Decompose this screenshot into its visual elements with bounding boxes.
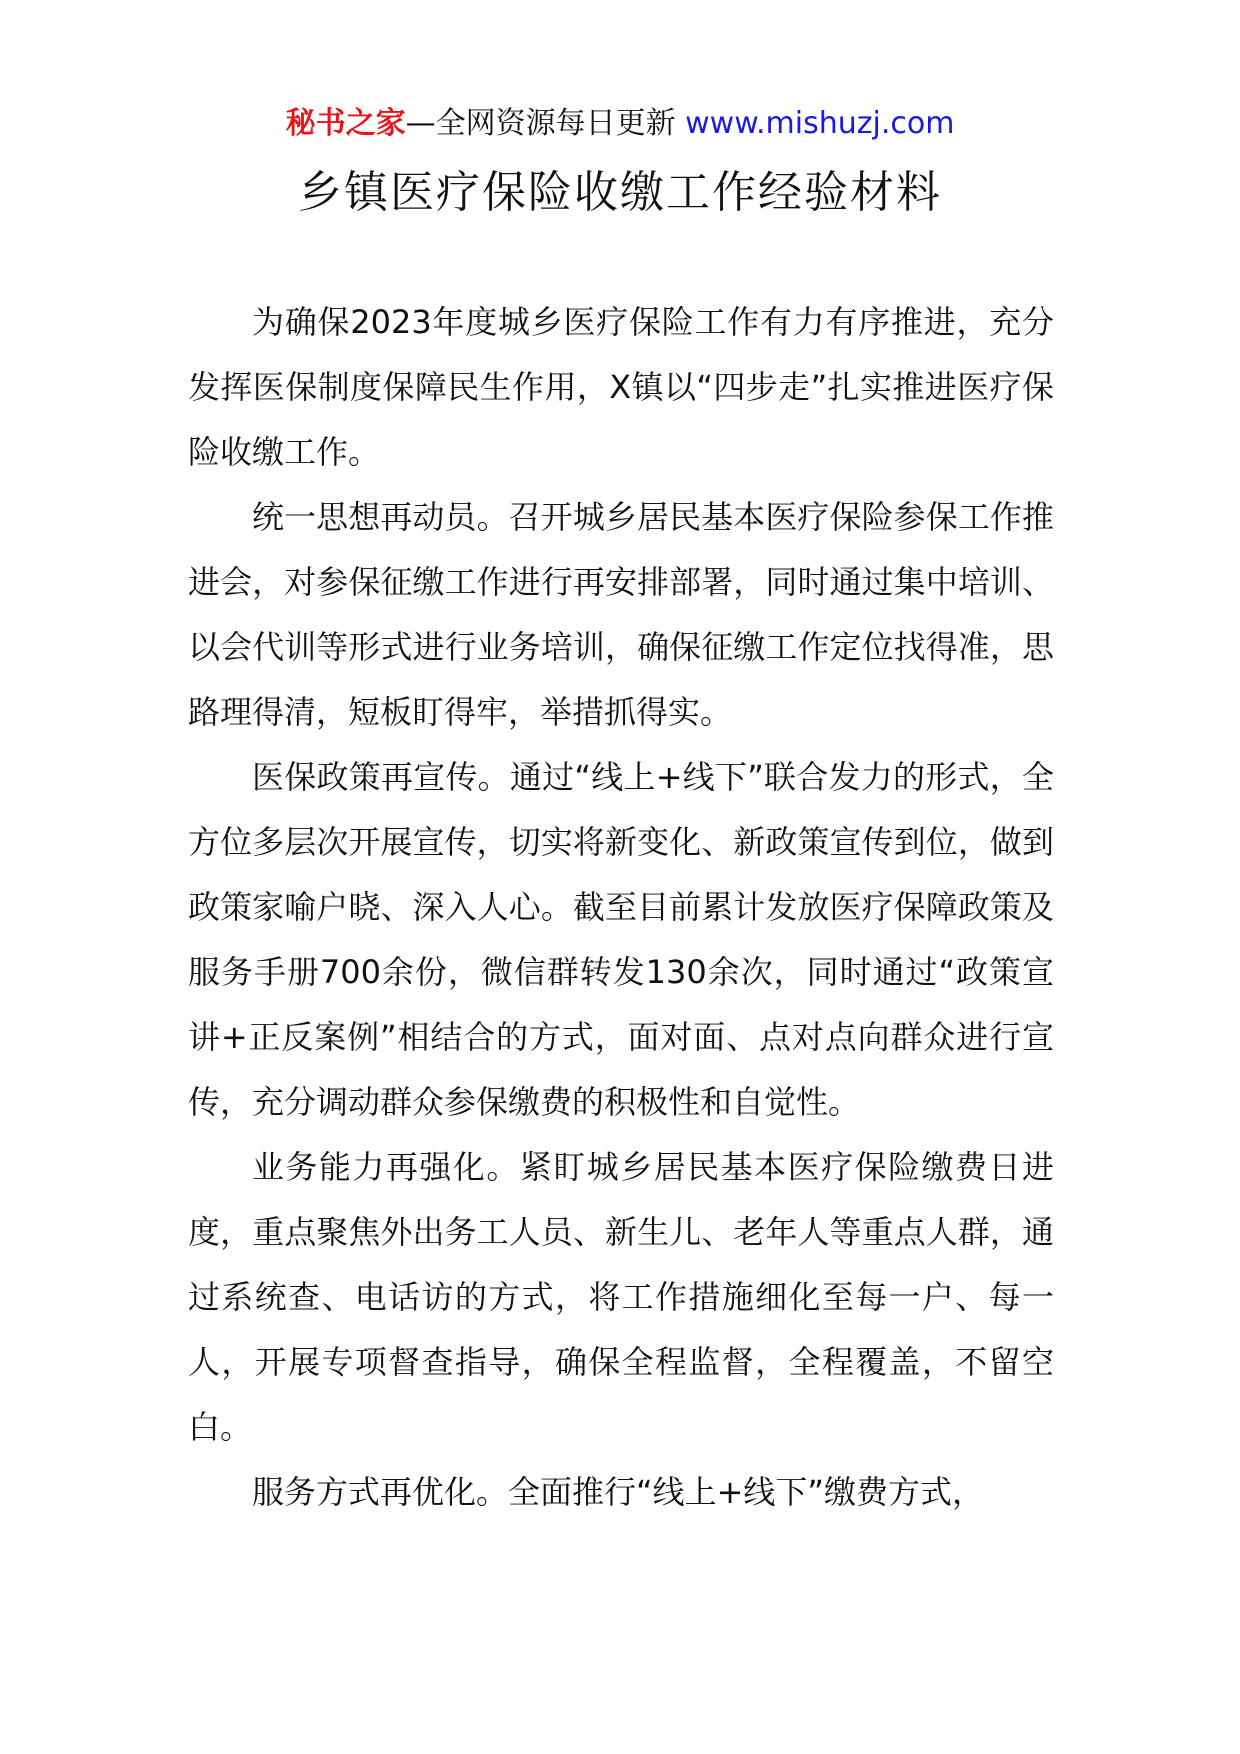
paragraph-intro: 为确保2023年度城乡医疗保险工作有力有序推进，充分发挥医保制度保障民生作用，X镇以“四步走”扎实推进医疗保险收缴工作。	[188, 303, 1054, 471]
document-body	[188, 290, 1054, 1525]
header-slogan: —全网资源每日更新	[405, 106, 676, 141]
watermark-header	[0, 102, 1240, 146]
paragraph-capability: 业务能力再强化。紧盯城乡居民基本医疗保险缴费日进度，重点聚焦外出务工人员、新生儿、老年人等重点人群，通过系统查、电话访的方式，将工作措施细化至每一户、每一人，开展专项督查指导，确保全程监督，全程覆盖，不留空白。	[188, 1148, 1054, 1446]
brand-name: 秘书之家	[285, 106, 406, 141]
paragraph-service: 服务方式再优化。全面推行“线上+线下”缴费方式，	[252, 1473, 984, 1511]
paragraph-mobilization: 统一思想再动员。召开城乡居民基本医疗保险参保工作推进会，对参保征缴工作进行再安排部署，同时通过集中培训、以会代训等形式进行业务培训，确保征缴工作定位找得准，思路理得清，短板盯得牢，举措抓得实。	[188, 498, 1054, 731]
document-title: 乡镇医疗保险收缴工作经验材料	[298, 167, 942, 218]
website-link[interactable]: www.mishuzj.com	[685, 106, 955, 141]
paragraph-publicity: 医保政策再宣传。通过“线上+线下”联合发力的形式，全方位多层次开展宣传，切实将新变化、新政策宣传到位，做到政策家喻户晓、深入人心。截至目前累计发放医疗保障政策及服务手册700余份，微信群转发130余次，同时通过“政策宣讲+正反案例”相结合的方式，面对面、点对点向群众进行宣传，充分调动群众参保缴费的积极性和自觉性。	[188, 758, 1054, 1121]
